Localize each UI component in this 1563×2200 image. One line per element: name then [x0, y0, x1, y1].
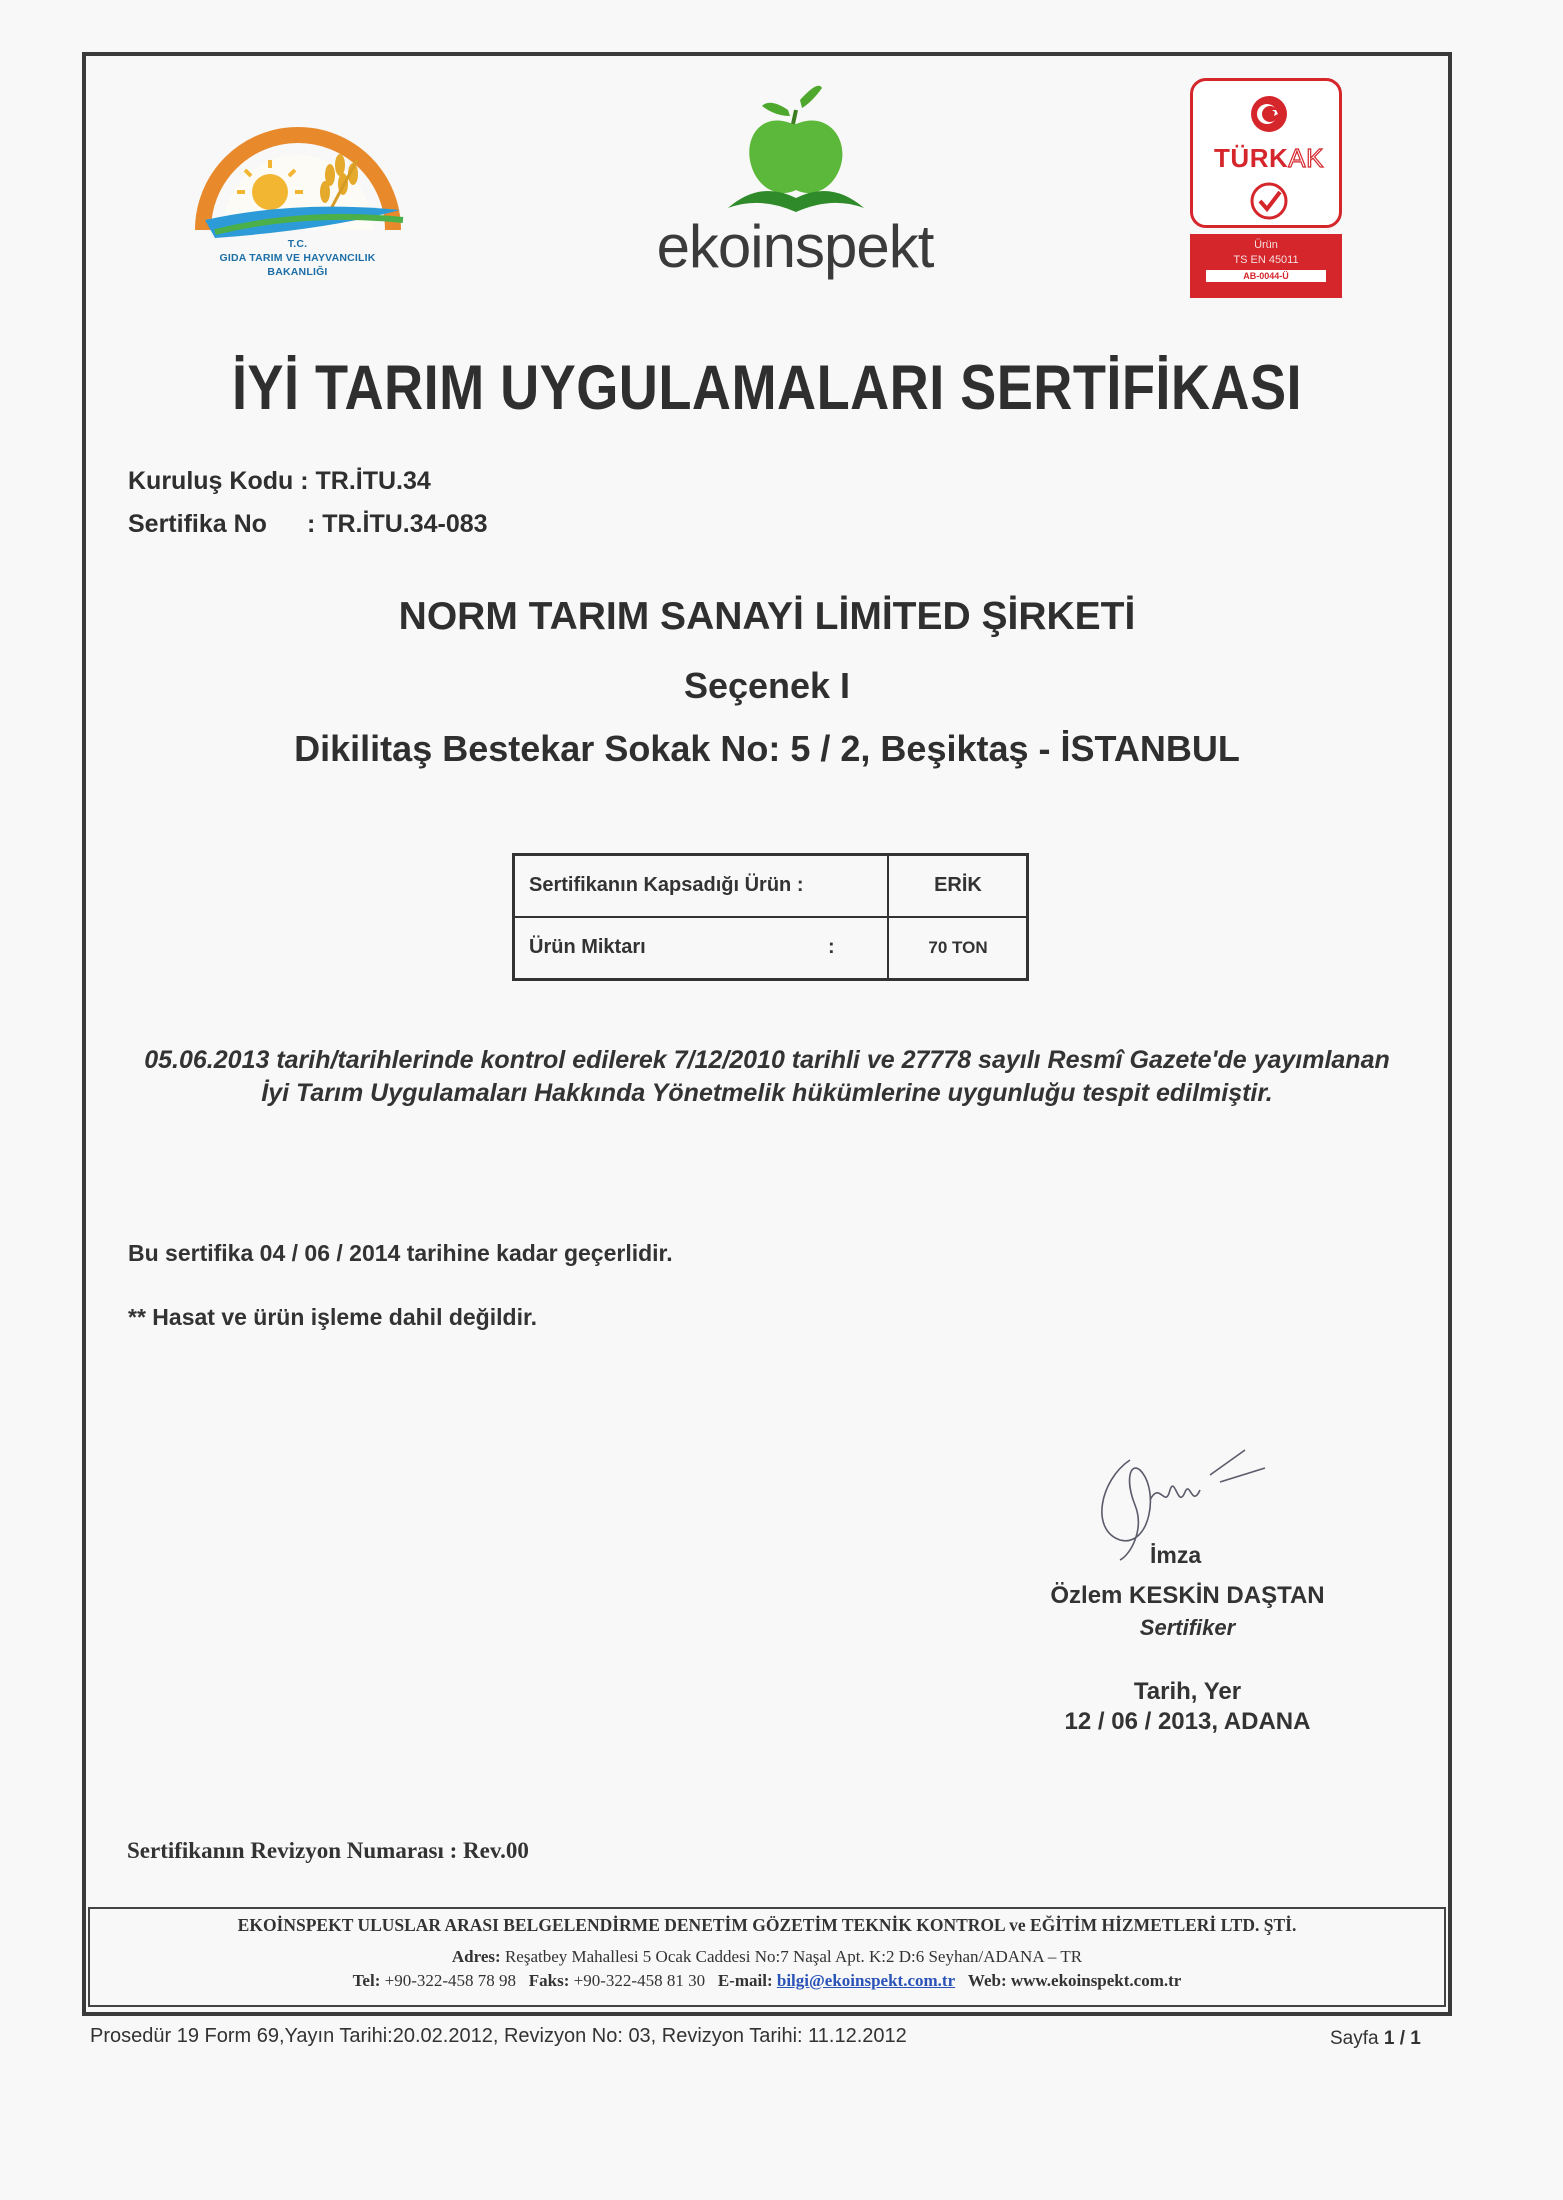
footer-contact-line	[90, 1971, 1444, 1991]
ministry-logo	[175, 80, 420, 290]
ministry-tc-text: T.C.	[287, 238, 308, 250]
email-label: E-mail:	[717, 1971, 773, 1990]
org-code-row	[128, 467, 431, 496]
date-place-value: 12 / 06 / 2013, ADANA	[1064, 1708, 1311, 1735]
footer-address-line	[90, 1947, 1444, 1967]
turkak-wordmark	[1193, 143, 1345, 174]
table-divider	[515, 916, 1026, 918]
product-table	[512, 853, 1029, 981]
org-code-label: Kuruluş Kodu	[128, 467, 294, 495]
quantity-colon: :	[828, 936, 835, 958]
certificate-title: İYİ TARIM UYGULAMALARI SERTİFİKASI	[231, 353, 1303, 423]
org-code-value: : TR.İTU.34	[300, 467, 431, 495]
ministry-name-text-2: BAKANLIĞI	[267, 266, 328, 278]
turkak-standard: TS EN 45011	[1233, 254, 1299, 266]
web-label: Web:	[967, 1971, 1007, 1990]
email-link[interactable]: bilgi@ekoinspekt.com.tr	[776, 1971, 956, 1990]
crescent-star-icon	[1250, 95, 1288, 133]
footer-company: EKOİNSPEKT ULUSLAR ARASI BELGELENDİRME DENETİM GÖZETİM TEKNİK KONTROL ve EĞİTİM HİZMETLERİ LTD. ŞTİ.	[237, 1915, 1297, 1935]
turkak-badge	[1190, 78, 1342, 228]
page-value: 1 / 1	[1383, 2028, 1421, 2049]
cert-no-label: Sertifika No	[128, 510, 267, 538]
apple-book-icon	[650, 80, 940, 215]
checkmark-icon	[1249, 181, 1289, 221]
turkak-accreditation-band	[1190, 234, 1342, 298]
signer-role: Sertifiker	[1139, 1615, 1236, 1640]
date-place-label: Tarih, Yer	[1133, 1678, 1242, 1705]
fax-label: Faks:	[528, 1971, 570, 1990]
form-info: Prosedür 19 Form 69,Yayın Tarihi:20.02.2012, Revizyon No: 03, Revizyon Tarihi: 11.12.2012	[90, 2025, 907, 2047]
page-number	[1330, 2028, 1421, 2050]
quantity-label: Ürün Miktarı	[529, 936, 646, 958]
ministry-name-text: GIDA TARIM VE HAYVANCILIK	[219, 252, 376, 264]
signature-label: İmza	[1150, 1542, 1202, 1568]
address-label: Adres:	[451, 1947, 501, 1966]
web-link[interactable]: www.ekoinspekt.com.tr	[1010, 1971, 1182, 1990]
product-value: ERİK	[934, 874, 982, 896]
turkak-label: Ürün	[1254, 239, 1278, 251]
ekoinspekt-wordmark: ekoinspekt	[656, 213, 934, 280]
company-name: NORM TARIM SANAYİ LİMİTED ŞİRKETİ	[398, 595, 1136, 638]
turkak-word-accent: AK	[1288, 143, 1324, 173]
tel-label: Tel:	[352, 1971, 381, 1990]
turkak-logo	[1190, 78, 1346, 302]
address-value: Reşatbey Mahallesi 5 Ocak Caddesi No:7 Naşal Apt. K:2 D:6 Seyhan/ADANA – TR	[504, 1947, 1083, 1966]
turkak-word-main: TÜRK	[1214, 143, 1289, 173]
ekoinspekt-logo	[650, 80, 940, 290]
turkak-code: AB-0044-Ü	[1206, 270, 1326, 282]
statement-line-1: 05.06.2013 tarih/tarihlerinde kontrol edilerek 7/12/2010 tarihli ve 27778 sayılı Resmî Gazete'de yayımlanan	[144, 1046, 1390, 1074]
footer-contact-box	[88, 1907, 1446, 2007]
option-text: Seçenek I	[683, 665, 851, 706]
revision-number: Sertifikanın Revizyon Numarası : Rev.00	[127, 1838, 529, 1863]
exclusion-note: ** Hasat ve ürün işleme dahil değildir.	[128, 1304, 538, 1330]
signer-name: Özlem KESKİN DAŞTAN	[1050, 1582, 1325, 1609]
ministry-emblem-icon	[175, 80, 420, 245]
statement-line-2: İyi Tarım Uygulamaları Hakkında Yönetmelik hükümlerine uygunluğu tespit edilmiştir.	[261, 1079, 1273, 1107]
company-address: Dikilitaş Bestekar Sokak No: 5 / 2, Beşiktaş - İSTANBUL	[294, 728, 1240, 769]
tel-value: +90-322-458 78 98	[384, 1971, 517, 1990]
cert-no-value: : TR.İTU.34-083	[306, 510, 488, 538]
fax-value: +90-322-458 81 30	[573, 1971, 706, 1990]
cert-no-row	[128, 510, 488, 539]
validity-text: Bu sertifika 04 / 06 / 2014 tarihine kadar geçerlidir.	[128, 1240, 673, 1266]
page-label: Sayfa	[1330, 2028, 1379, 2049]
quantity-value: 70 TON	[928, 938, 988, 957]
product-label: Sertifikanın Kapsadığı Ürün :	[529, 874, 804, 896]
